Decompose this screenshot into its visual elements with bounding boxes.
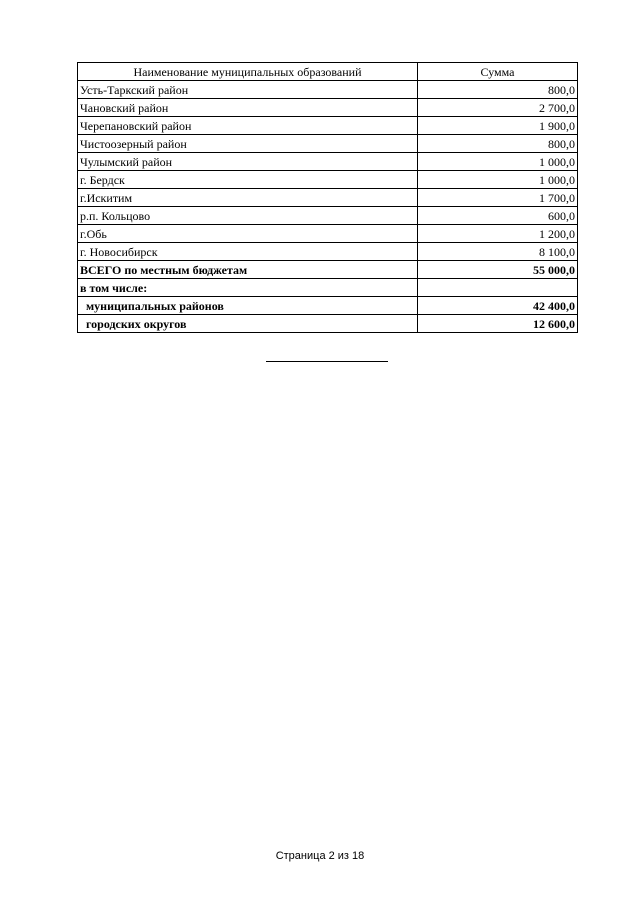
row-name: Усть-Таркский район (78, 81, 418, 99)
table-row (78, 225, 578, 243)
table-row (78, 207, 578, 225)
table-row (78, 171, 578, 189)
header-name: Наименование муниципальных образований (78, 63, 418, 81)
table-row (78, 99, 578, 117)
row-sum: 1 200,0 (418, 225, 578, 243)
row-name: Чистоозерный район (78, 135, 418, 153)
row-sum: 800,0 (418, 135, 578, 153)
row-sum: 2 700,0 (418, 99, 578, 117)
row-sum: 600,0 (418, 207, 578, 225)
header-sum: Сумма (418, 63, 578, 81)
table-header-row (78, 63, 578, 81)
table-row (78, 81, 578, 99)
page-number: Страница 2 из 18 (275, 850, 365, 862)
including-row (78, 279, 578, 297)
row-name: г. Новосибирск (78, 243, 418, 261)
row-name: г.Обь (78, 225, 418, 243)
row-sum: 1 700,0 (418, 189, 578, 207)
row-name: г.Искитим (78, 189, 418, 207)
row-name: Чановский район (78, 99, 418, 117)
row-sum: 800,0 (418, 81, 578, 99)
row-sum: 1 000,0 (418, 153, 578, 171)
row-name: р.п. Кольцово (78, 207, 418, 225)
municipal-row (78, 297, 578, 315)
row-sum: 1 900,0 (418, 117, 578, 135)
total-name: ВСЕГО по местным бюджетам (78, 261, 418, 279)
urban-sum: 12 600,0 (418, 315, 578, 333)
municipal-name: муниципальных районов (78, 297, 418, 315)
row-sum: 8 100,0 (418, 243, 578, 261)
urban-name: городских округов (78, 315, 418, 333)
table-row (78, 243, 578, 261)
budget-table (77, 62, 578, 333)
total-row (78, 261, 578, 279)
row-name: Чулымский район (78, 153, 418, 171)
total-sum: 55 000,0 (418, 261, 578, 279)
municipal-sum: 42 400,0 (418, 297, 578, 315)
table-row (78, 153, 578, 171)
separator-line (266, 361, 388, 362)
table-row (78, 117, 578, 135)
urban-row (78, 315, 578, 333)
including-sum (418, 279, 578, 297)
row-name: г. Бердск (78, 171, 418, 189)
table-row (78, 135, 578, 153)
row-name: Черепановский район (78, 117, 418, 135)
table-row (78, 189, 578, 207)
row-sum: 1 000,0 (418, 171, 578, 189)
including-name: в том числе: (78, 279, 418, 297)
